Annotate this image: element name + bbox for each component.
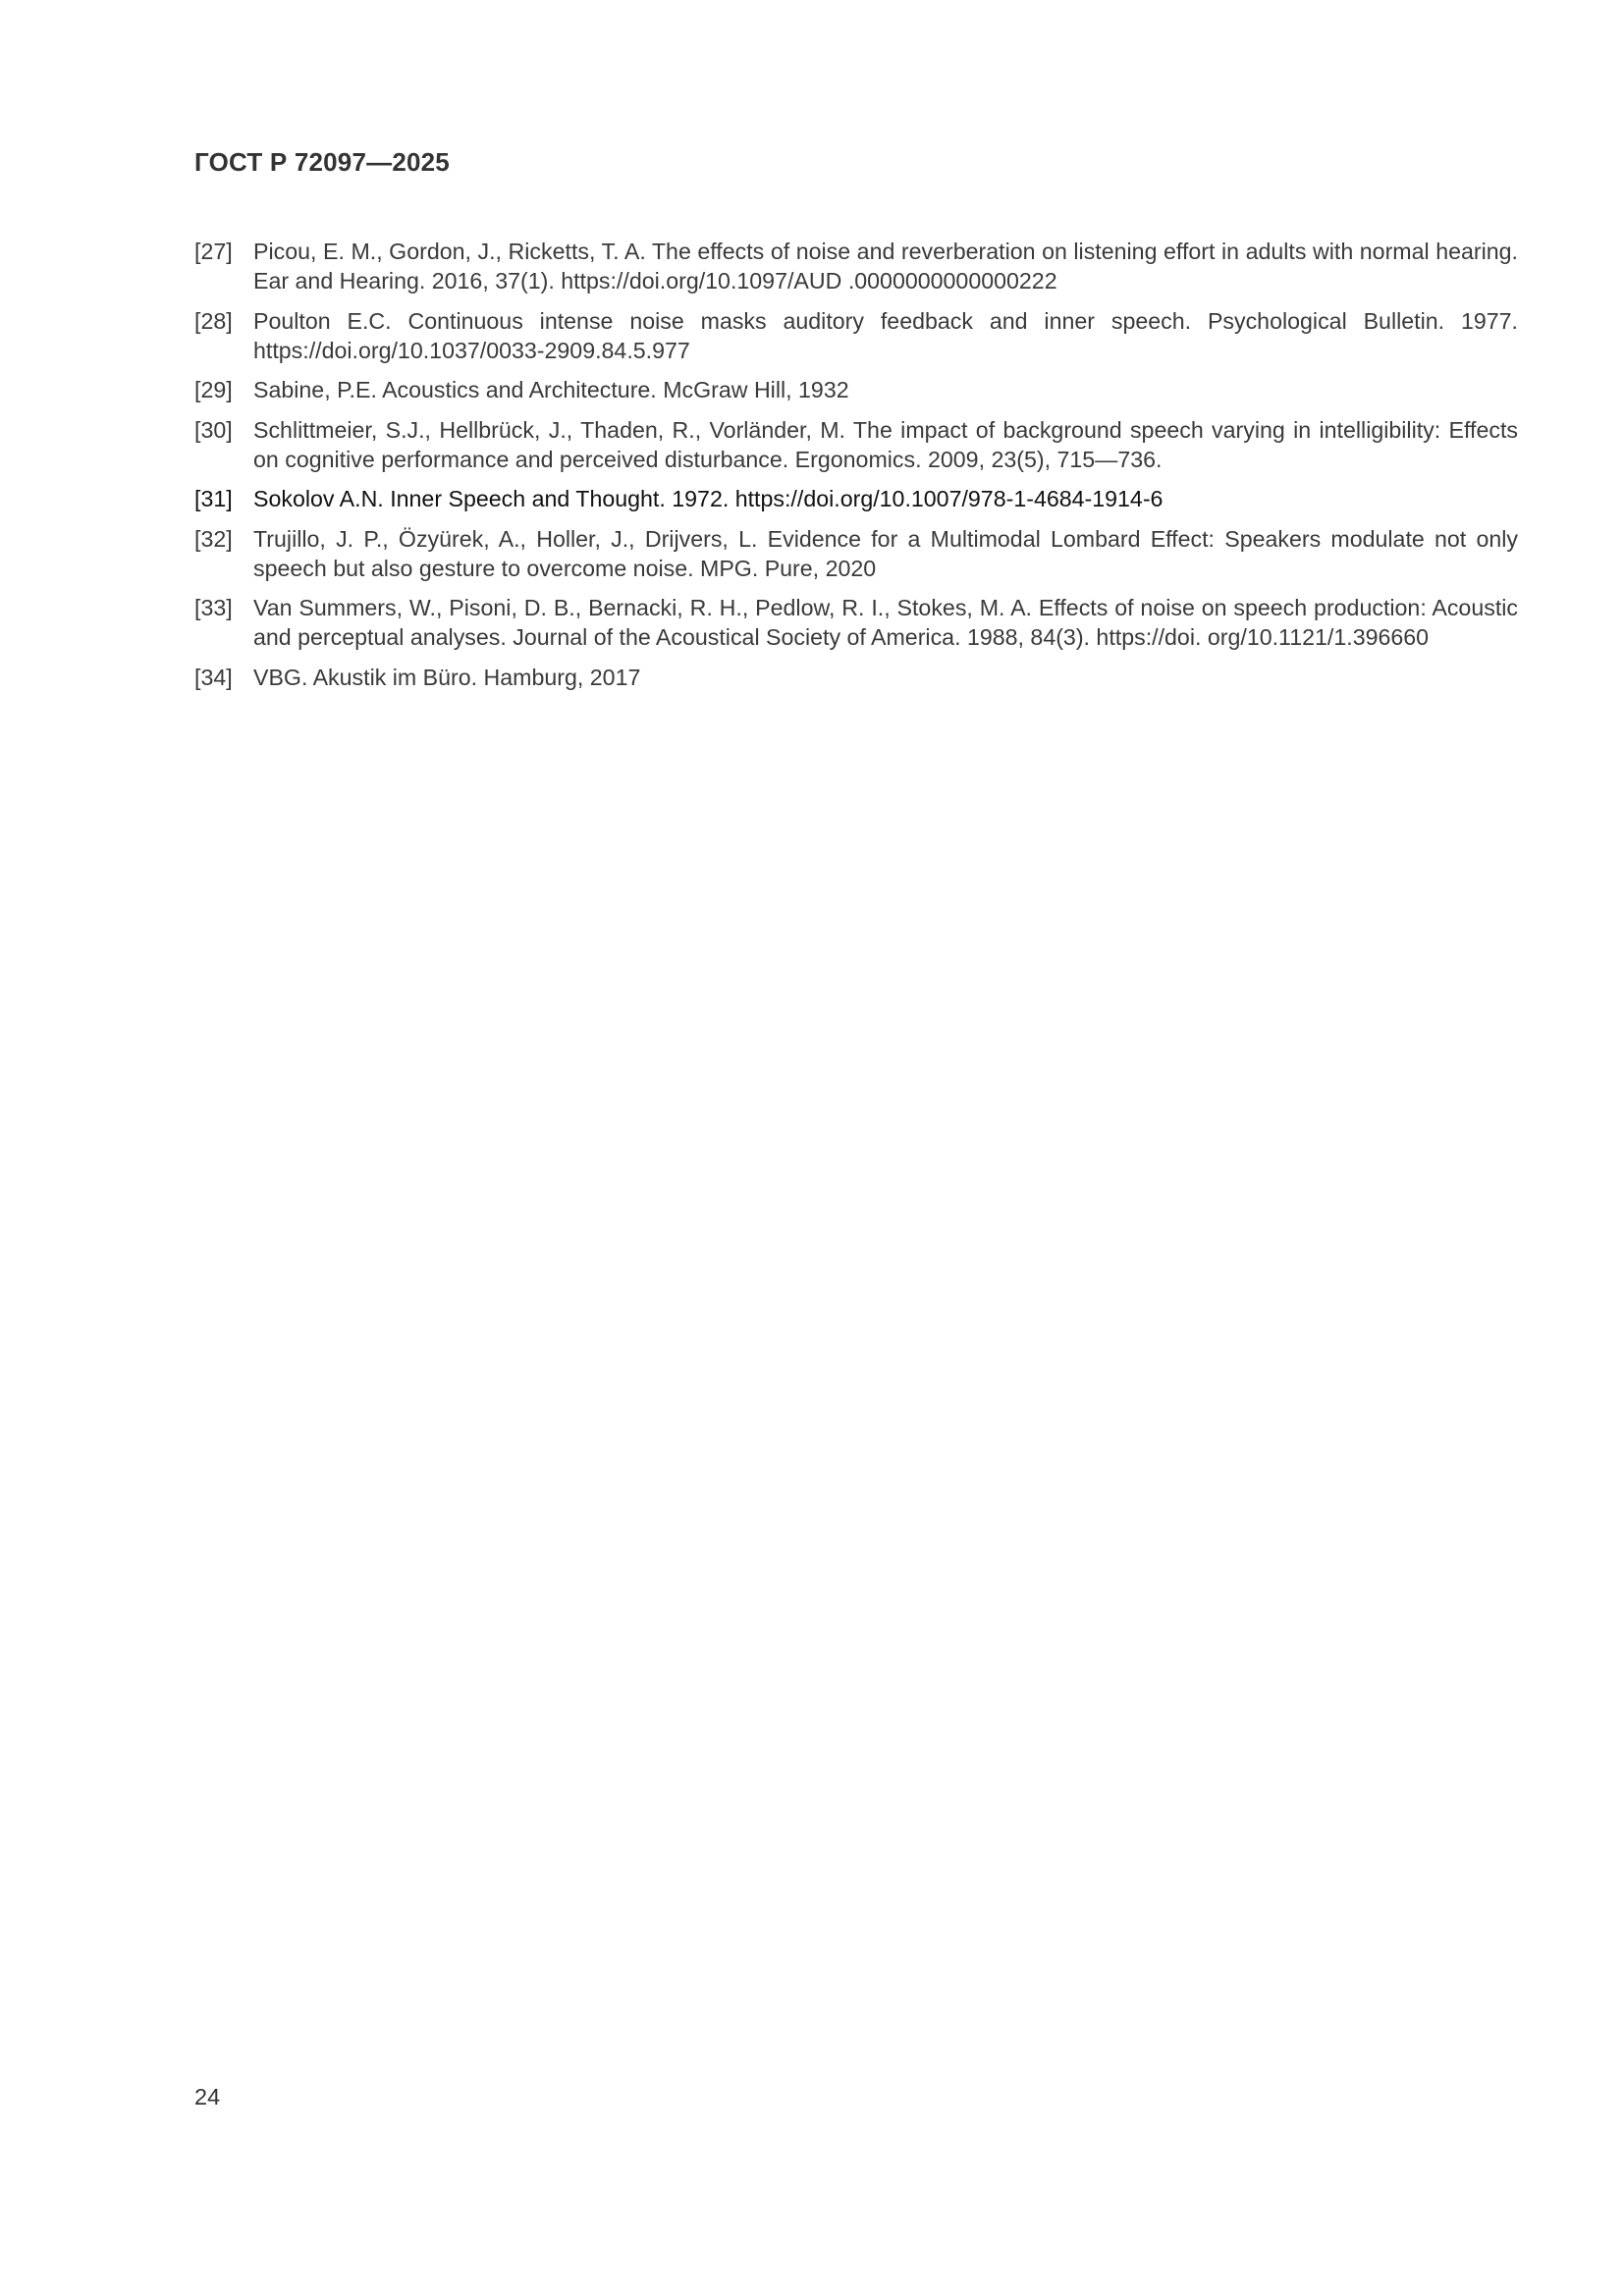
- document-header: ГОСТ Р 72097—2025: [194, 147, 450, 177]
- reference-item: [194, 593, 1518, 652]
- reference-number: [33]: [194, 595, 233, 620]
- reference-number: [32]: [194, 525, 233, 552]
- reference-number: [30]: [194, 416, 233, 443]
- reference-text: Sokolov A.N. Inner Speech and Thought. 1972. https://doi.org/10.1007/978-1-4684-1914-6: [253, 486, 1164, 511]
- reference-item: [194, 524, 1518, 583]
- reference-text: Poulton E.C. Continuous intense noise masks auditory feedback and inner speech. Psychological Bulletin. 1977. https://doi.org/10.1037/0033-2909.84.5.977: [253, 307, 1518, 363]
- reference-item: [194, 306, 1518, 365]
- reference-item: [194, 484, 1518, 513]
- reference-item: [194, 663, 1518, 692]
- reference-number: [29]: [194, 377, 233, 402]
- reference-item: [194, 237, 1518, 295]
- reference-text: Picou, E. M., Gordon, J., Ricketts, T. A. The effects of noise and reverberation on listening effort in adults with normal hearing. Ear and Hearing. 2016, 37(1). https://doi.org/10.1097/AUD .0000000000000222: [253, 239, 1518, 294]
- reference-text: Van Summers, W., Pisoni, D. B., Bernacki, R. H., Pedlow, R. I., Stokes, M. A. Effects of noise on speech production: Acoustic and perceptual analyses. Journal of the Acoustical Society of America. 1988, 84(3). https://doi. org/10.1121/1.396660: [253, 595, 1518, 650]
- reference-text: Trujillo, J. P., Özyürek, A., Holler, J., Drijvers, L. Evidence for a Multimodal Lombard Effect: Speakers modulate not only speech but also gesture to overcome noise. MPG. Pure, 2020: [253, 525, 1518, 581]
- reference-text: Schlittmeier, S.J., Hellbrück, J., Thaden, R., Vorländer, M. The impact of background speech varying in intelligibility: Effects on cognitive performance and perceived disturbance. Ergonomics. 2009, 23(5), 715—736.: [253, 416, 1518, 472]
- reference-text: VBG. Akustik im Büro. Hamburg, 2017: [253, 664, 641, 690]
- reference-text: Sabine, P.E. Acoustics and Architecture. McGraw Hill, 1932: [253, 377, 849, 402]
- reference-item: [194, 415, 1518, 474]
- page-number: 24: [194, 2084, 221, 2109]
- reference-number: [27]: [194, 239, 233, 264]
- reference-number: [34]: [194, 664, 233, 690]
- reference-number: [28]: [194, 307, 233, 334]
- reference-number: [31]: [194, 486, 233, 511]
- reference-item: [194, 375, 1518, 404]
- reference-list: [194, 237, 1518, 702]
